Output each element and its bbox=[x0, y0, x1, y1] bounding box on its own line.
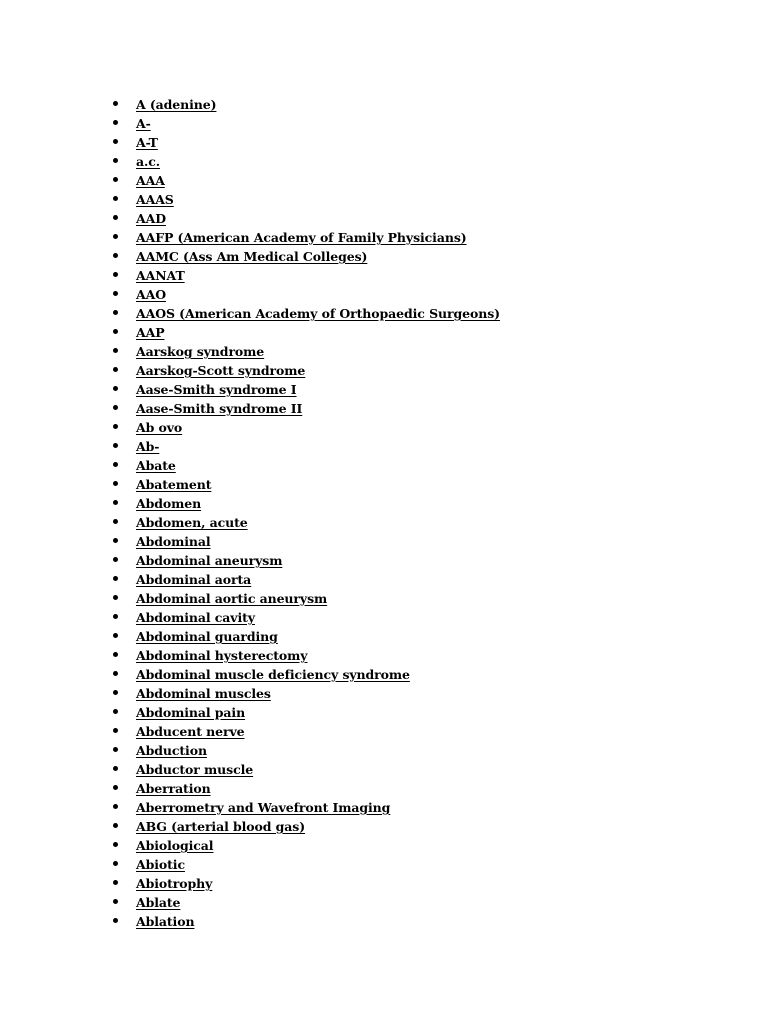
term-link[interactable]: Aarskog-Scott syndrome bbox=[136, 363, 306, 378]
list-item bbox=[110, 873, 500, 892]
bullet-icon bbox=[113, 595, 118, 600]
term-link[interactable]: Aase-Smith syndrome II bbox=[136, 401, 303, 416]
term-link[interactable]: Abducent nerve bbox=[136, 724, 245, 739]
term-link[interactable]: A- bbox=[136, 116, 151, 131]
bullet-icon bbox=[113, 348, 118, 353]
list-item bbox=[110, 94, 500, 113]
term-link[interactable]: Abdominal guarding bbox=[136, 629, 278, 644]
bullet-icon bbox=[113, 557, 118, 562]
term-link[interactable]: ABG (arterial blood gas) bbox=[136, 819, 306, 834]
list-item bbox=[110, 816, 500, 835]
term-link[interactable]: Abdominal aneurysm bbox=[136, 553, 283, 568]
list-item bbox=[110, 702, 500, 721]
bullet-icon bbox=[113, 158, 118, 163]
term-link[interactable]: Ablate bbox=[136, 895, 181, 910]
term-link[interactable]: Abdominal hysterectomy bbox=[136, 648, 308, 663]
bullet-icon bbox=[113, 462, 118, 467]
bullet-icon bbox=[113, 899, 118, 904]
bullet-icon bbox=[113, 709, 118, 714]
list-item bbox=[110, 740, 500, 759]
term-link[interactable]: Abate bbox=[136, 458, 176, 473]
term-link[interactable]: Ablation bbox=[136, 914, 195, 929]
bullet-icon bbox=[113, 405, 118, 410]
term-link[interactable]: Abdominal aortic aneurysm bbox=[136, 591, 328, 606]
list-item bbox=[110, 588, 500, 607]
list-item bbox=[110, 246, 500, 265]
bullet-icon bbox=[113, 747, 118, 752]
bullet-icon bbox=[113, 500, 118, 505]
bullet-icon bbox=[113, 519, 118, 524]
list-item bbox=[110, 474, 500, 493]
list-item bbox=[110, 360, 500, 379]
term-link[interactable]: AAO bbox=[136, 287, 166, 302]
term-link[interactable]: Abdomen bbox=[136, 496, 202, 511]
list-item bbox=[110, 417, 500, 436]
term-link[interactable]: Aarskog syndrome bbox=[136, 344, 265, 359]
term-link[interactable]: AAD bbox=[136, 211, 166, 226]
term-link[interactable]: A (adenine) bbox=[136, 97, 217, 112]
term-link[interactable]: Abdominal pain bbox=[136, 705, 246, 720]
term-link[interactable]: Ab ovo bbox=[136, 420, 183, 435]
list-item bbox=[110, 132, 500, 151]
term-link[interactable]: Abdominal bbox=[136, 534, 211, 549]
term-link[interactable]: Aase-Smith syndrome I bbox=[136, 382, 297, 397]
list-item bbox=[110, 664, 500, 683]
list-item bbox=[110, 645, 500, 664]
list-item bbox=[110, 626, 500, 645]
bullet-icon bbox=[113, 766, 118, 771]
term-link[interactable]: AAA bbox=[136, 173, 165, 188]
list-item bbox=[110, 911, 500, 930]
bullet-icon bbox=[113, 804, 118, 809]
list-item bbox=[110, 341, 500, 360]
list-item bbox=[110, 151, 500, 170]
list-item bbox=[110, 778, 500, 797]
term-link[interactable]: Abductor muscle bbox=[136, 762, 254, 777]
list-item bbox=[110, 721, 500, 740]
term-link[interactable]: Abiological bbox=[136, 838, 214, 853]
term-link[interactable]: AAOS (American Academy of Orthopaedic Surgeons) bbox=[136, 306, 500, 321]
list-item bbox=[110, 531, 500, 550]
bullet-icon bbox=[113, 918, 118, 923]
list-item bbox=[110, 303, 500, 322]
list-item bbox=[110, 493, 500, 512]
bullet-icon bbox=[113, 785, 118, 790]
bullet-icon bbox=[113, 139, 118, 144]
list-item bbox=[110, 379, 500, 398]
bullet-icon bbox=[113, 120, 118, 125]
bullet-icon bbox=[113, 728, 118, 733]
bullet-icon bbox=[113, 367, 118, 372]
term-link[interactable]: A-T bbox=[136, 135, 158, 150]
list-item bbox=[110, 208, 500, 227]
bullet-icon bbox=[113, 842, 118, 847]
list-item bbox=[110, 683, 500, 702]
bullet-icon bbox=[113, 272, 118, 277]
bullet-icon bbox=[113, 196, 118, 201]
list-item bbox=[110, 835, 500, 854]
term-link[interactable]: Abiotic bbox=[136, 857, 185, 872]
list-item bbox=[110, 569, 500, 588]
list-item bbox=[110, 227, 500, 246]
bullet-icon bbox=[113, 101, 118, 106]
term-link[interactable]: Aberration bbox=[136, 781, 211, 796]
bullet-icon bbox=[113, 310, 118, 315]
list-item bbox=[110, 797, 500, 816]
bullet-icon bbox=[113, 880, 118, 885]
term-link[interactable]: Abatement bbox=[136, 477, 212, 492]
term-link[interactable]: AANAT bbox=[136, 268, 185, 283]
bullet-icon bbox=[113, 671, 118, 676]
bullet-icon bbox=[113, 633, 118, 638]
term-link[interactable]: AAMC (Ass Am Medical Colleges) bbox=[136, 249, 368, 264]
list-item bbox=[110, 398, 500, 417]
term-link[interactable]: a.c. bbox=[136, 154, 161, 169]
term-link[interactable]: Ab- bbox=[136, 439, 160, 454]
term-link[interactable]: Abduction bbox=[136, 743, 207, 758]
term-link[interactable]: Abdomen, acute bbox=[136, 515, 248, 530]
bullet-icon bbox=[113, 690, 118, 695]
list-item bbox=[110, 284, 500, 303]
term-link[interactable]: AAFP (American Academy of Family Physicians) bbox=[136, 230, 467, 245]
bullet-icon bbox=[113, 329, 118, 334]
bullet-icon bbox=[113, 823, 118, 828]
bullet-icon bbox=[113, 177, 118, 182]
bullet-icon bbox=[113, 424, 118, 429]
list-item bbox=[110, 455, 500, 474]
term-link[interactable]: Aberrometry and Wavefront Imaging bbox=[136, 800, 391, 815]
term-link[interactable]: AAP bbox=[136, 325, 165, 340]
bullet-icon bbox=[113, 614, 118, 619]
bullet-icon bbox=[113, 861, 118, 866]
list-item bbox=[110, 113, 500, 132]
list-item bbox=[110, 322, 500, 341]
bullet-icon bbox=[113, 215, 118, 220]
list-item bbox=[110, 512, 500, 531]
list-item bbox=[110, 265, 500, 284]
bullet-icon bbox=[113, 253, 118, 258]
bullet-icon bbox=[113, 386, 118, 391]
bullet-icon bbox=[113, 443, 118, 448]
bullet-icon bbox=[113, 576, 118, 581]
term-link[interactable]: Abdominal cavity bbox=[136, 610, 255, 625]
list-item bbox=[110, 892, 500, 911]
bullet-icon bbox=[113, 291, 118, 296]
list-item bbox=[110, 436, 500, 455]
term-link[interactable]: Abdominal muscle deficiency syndrome bbox=[136, 667, 410, 682]
term-list bbox=[110, 94, 500, 930]
list-item bbox=[110, 550, 500, 569]
list-item bbox=[110, 189, 500, 208]
term-link[interactable]: Abdominal aorta bbox=[136, 572, 252, 587]
bullet-icon bbox=[113, 652, 118, 657]
term-link[interactable]: Abdominal muscles bbox=[136, 686, 271, 701]
bullet-icon bbox=[113, 481, 118, 486]
list-item bbox=[110, 607, 500, 626]
list-item bbox=[110, 170, 500, 189]
term-link[interactable]: Abiotrophy bbox=[136, 876, 213, 891]
list-item bbox=[110, 854, 500, 873]
list-item bbox=[110, 759, 500, 778]
term-link[interactable]: AAAS bbox=[136, 192, 174, 207]
bullet-icon bbox=[113, 234, 118, 239]
bullet-icon bbox=[113, 538, 118, 543]
